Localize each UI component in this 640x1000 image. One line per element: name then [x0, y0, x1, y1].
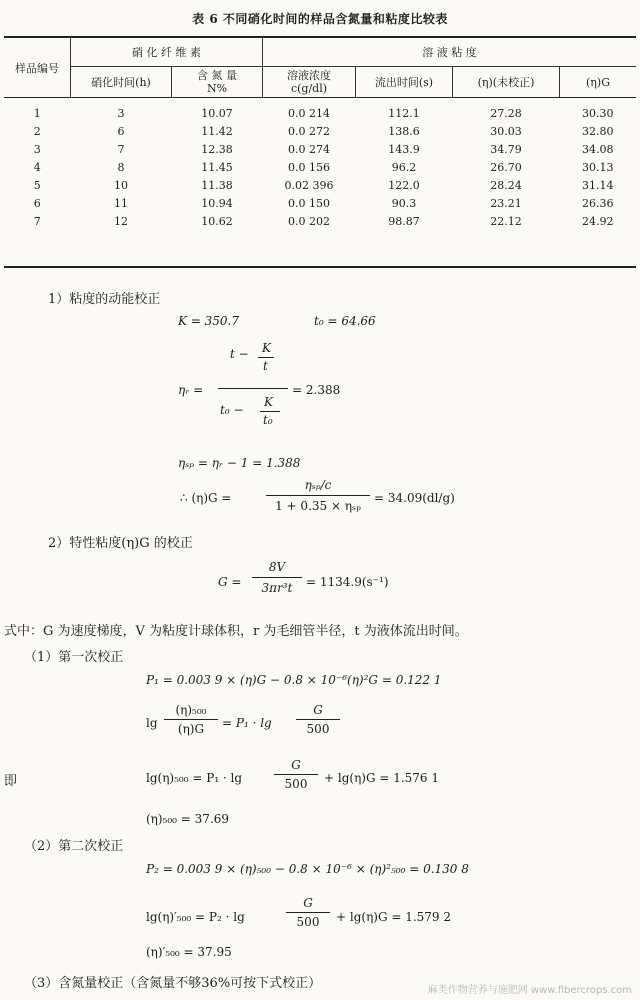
lg-g-num: G	[313, 703, 323, 717]
header-group-fiber: 硝 化 纤 维 素	[71, 38, 263, 67]
third-correction-heading: （3）含氮量校正（含氮量不够36%可按下式校正）	[24, 976, 322, 991]
cell-nitrogen: 11.42	[201, 124, 233, 138]
cell-time: 10	[114, 178, 128, 192]
lg500-num: G	[291, 758, 301, 772]
cell-eta-g: 31.14	[582, 178, 614, 192]
cell-flow: 90.3	[391, 196, 417, 210]
cell-eta-uncorrected: 22.12	[490, 214, 522, 228]
cell-id: 5	[33, 178, 41, 192]
ji-label: 即	[4, 774, 18, 789]
table-row	[4, 122, 636, 140]
cell-eta-g: 34.08	[582, 142, 614, 156]
therefore-bar	[266, 495, 370, 496]
cell-time: 3	[117, 106, 125, 120]
table-title: 表 6 不同硝化时间的样品含氮量和粘度比较表	[192, 12, 448, 26]
cell-nitrogen: 12.38	[201, 142, 233, 156]
first-correction-heading: （1）第一次校正	[24, 650, 124, 665]
cell-flow: 96.2	[391, 160, 417, 174]
cell-flow: 112.1	[388, 106, 420, 120]
lg-ratio-lhs: lg	[146, 716, 158, 730]
lg500-den: 500	[284, 777, 308, 791]
eta-r-main-bar	[218, 388, 288, 389]
header-time: 硝化时间(h)	[71, 67, 172, 98]
cell-time: 12	[114, 214, 128, 228]
cell-time: 11	[114, 196, 128, 210]
p2-line: P₂ = 0.003 9 × (η)₅₀₀ − 0.8 × 10⁻⁶ × (η)²₅₀₀ = 0.130 8	[146, 862, 469, 876]
g-bar	[252, 577, 302, 578]
g-den: 3πr³t	[261, 581, 293, 595]
header-sample-id: 样品编号	[4, 38, 71, 98]
table-row	[4, 158, 636, 176]
eta-r-fraction	[218, 341, 288, 427]
table-row	[4, 194, 636, 212]
cell-concentration: 0.0 274	[288, 142, 330, 156]
cell-flow: 138.6	[388, 124, 420, 138]
lg-g-bar	[296, 719, 340, 720]
cell-eta-uncorrected: 26.70	[490, 160, 522, 174]
header-nitrogen	[172, 67, 263, 98]
cell-eta-uncorrected: 28.24	[490, 178, 522, 192]
header-nitrogen-line2: N%	[206, 82, 228, 95]
eta-r-num-subbar	[258, 357, 274, 358]
header-nitrogen-line1: 含 氮 量	[197, 69, 237, 82]
cell-nitrogen: 11.45	[201, 160, 233, 174]
cell-eta-g: 30.13	[582, 160, 614, 174]
cell-eta-uncorrected: 34.79	[490, 142, 522, 156]
table-row	[4, 140, 636, 158]
lg500b-rest: + lg(η)G = 1.579 2	[336, 910, 452, 924]
eta-r-lhs: ηᵣ =	[178, 383, 204, 397]
table-row	[4, 176, 636, 194]
table-row	[4, 212, 636, 230]
k-value: K = 350.7	[178, 314, 240, 328]
header-group-viscosity: 溶 液 粘 度	[263, 38, 637, 67]
cell-eta-uncorrected: 30.03	[490, 124, 522, 138]
eta-r-result: = 2.388	[292, 383, 341, 397]
g-lhs: G =	[218, 575, 242, 589]
cell-id: 3	[33, 142, 41, 156]
header-concentration-line2: c(g/dl)	[290, 82, 328, 95]
cell-eta-uncorrected: 23.21	[490, 196, 522, 210]
cell-nitrogen: 11.38	[201, 178, 233, 192]
section1-heading: 1）粘度的动能校正	[48, 292, 161, 307]
therefore-num: ηₛₚ/c	[304, 478, 332, 492]
header-concentration	[263, 67, 356, 98]
section2-heading: 2）特性粘度(η)G 的校正	[48, 536, 193, 551]
cell-concentration: 0.0 214	[288, 106, 330, 120]
cell-eta-g: 26.36	[582, 196, 614, 210]
cell-nitrogen: 10.07	[201, 106, 233, 120]
lg500-bar	[274, 774, 318, 775]
lg-g-den: 500	[306, 722, 330, 736]
table-bottom-rule	[4, 266, 636, 268]
eta-r-den-t0: t₀ −	[220, 403, 244, 417]
cell-id: 7	[33, 214, 41, 228]
lg-ratio-mid: = P₁ · lg	[222, 716, 272, 730]
cell-id: 1	[33, 106, 41, 120]
cell-id: 4	[33, 160, 41, 174]
t0-value: t₀ = 64.66	[314, 314, 376, 328]
cell-eta-g: 30.30	[582, 106, 614, 120]
second-result: (η)′₅₀₀ = 37.95	[146, 945, 232, 959]
cell-flow: 143.9	[388, 142, 420, 156]
formula-note: 式中：G 为速度梯度，V 为粘度计球体积，r 为毛细管半径，t 为液体流出时间。	[4, 624, 468, 639]
lg500-fraction	[274, 758, 318, 791]
lg500b-bar	[286, 912, 330, 913]
eta-r-den-kd: t₀	[263, 413, 273, 427]
lg-g-fraction	[296, 703, 340, 736]
cell-concentration: 0.0 156	[288, 160, 330, 174]
cell-eta-g: 32.80	[582, 124, 614, 138]
cell-time: 7	[117, 142, 125, 156]
comparison-table	[4, 38, 636, 230]
cell-concentration: 0.02 396	[284, 178, 334, 192]
eta-r-num-k: K	[262, 341, 271, 355]
eta-r-den-k: K	[264, 395, 273, 409]
header-concentration-line1: 溶液浓度	[287, 69, 331, 82]
header-eta-uncorrected: (η)(未校正)	[453, 67, 560, 98]
cell-time: 8	[117, 160, 125, 174]
lg500b-num: G	[303, 896, 313, 910]
cell-concentration: 0.0 202	[288, 214, 330, 228]
lg-ratio-fraction	[164, 703, 218, 736]
lg-ratio-bar	[164, 719, 218, 720]
lg500b-lhs: lg(η)′₅₀₀ = P₂ · lg	[146, 910, 245, 924]
cell-nitrogen: 10.94	[201, 196, 233, 210]
cell-concentration: 0.0 272	[288, 124, 330, 138]
lg500-lhs: lg(η)₅₀₀ = P₁ · lg	[146, 771, 243, 785]
therefore-den: 1 + 0.35 × ηₛₚ	[275, 499, 361, 513]
first-result: (η)₅₀₀ = 37.69	[146, 812, 230, 826]
eta-r-num-kd: t	[263, 359, 268, 373]
g-result: = 1134.9(s⁻¹)	[306, 575, 389, 589]
cell-flow: 122.0	[388, 178, 420, 192]
g-num: 8V	[268, 560, 286, 574]
cell-time: 6	[117, 124, 125, 138]
lg-ratio-num: (η)₅₀₀	[175, 703, 207, 717]
second-correction-heading: （2）第二次校正	[24, 839, 124, 854]
lg500b-fraction	[286, 896, 330, 929]
header-eta-g: (η)G	[560, 67, 637, 98]
cell-concentration: 0.0 150	[288, 196, 330, 210]
therefore-fraction	[266, 478, 370, 513]
lg-ratio-den: (η)G	[177, 722, 205, 736]
lg500-rest: + lg(η)G = 1.576 1	[324, 771, 440, 785]
eta-r-den-subbar	[260, 411, 280, 412]
cell-nitrogen: 10.62	[201, 214, 233, 228]
therefore-lhs: ∴ (η)G =	[180, 491, 232, 505]
therefore-result: = 34.09(dl/g)	[374, 491, 455, 505]
cell-id: 2	[33, 124, 41, 138]
eta-sp-line: ηₛₚ = ηᵣ − 1 = 1.388	[178, 456, 301, 470]
table-row	[4, 98, 636, 123]
eta-r-num-t: t −	[230, 347, 249, 361]
cell-flow: 98.87	[388, 214, 420, 228]
cell-eta-g: 24.92	[582, 214, 614, 228]
lg500b-den: 500	[296, 915, 320, 929]
g-fraction	[252, 560, 302, 595]
header-flow-time: 流出时间(s)	[356, 67, 453, 98]
watermark: 麻类作物营养与施肥网 www.fibercrops.com	[427, 985, 632, 996]
cell-id: 6	[33, 196, 41, 210]
cell-eta-uncorrected: 27.28	[490, 106, 522, 120]
p1-line: P₁ = 0.003 9 × (η)G − 0.8 × 10⁻⁶(η)²G = 0.122 1	[146, 673, 442, 687]
